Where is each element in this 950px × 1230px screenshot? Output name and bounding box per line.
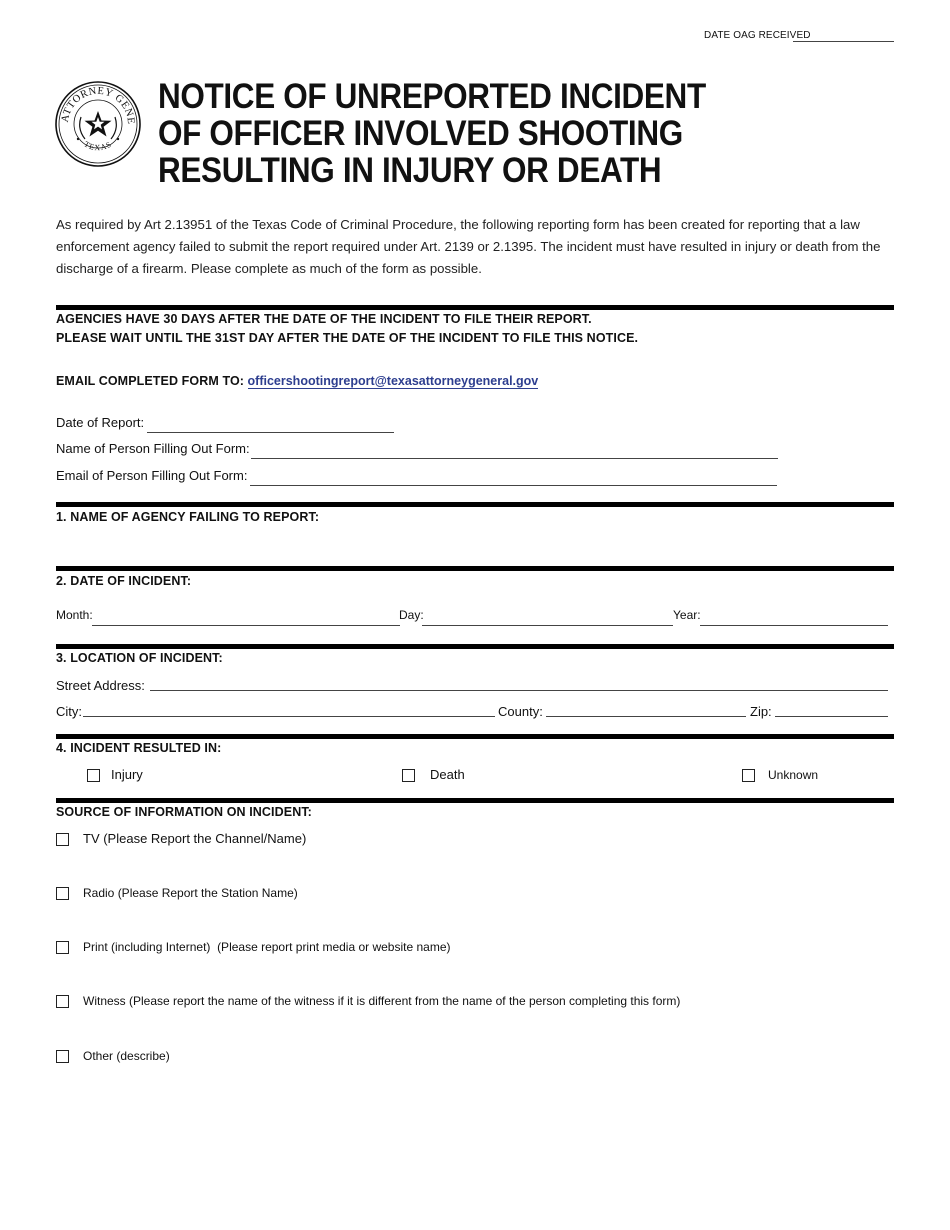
injury-checkbox[interactable]: [87, 769, 100, 782]
unknown-checkbox[interactable]: [742, 769, 755, 782]
source-tv-checkbox[interactable]: [56, 833, 69, 846]
source-witness-label: Witness (Please report the name of the witness if it is different from the name of the person completing this form): [83, 994, 681, 1008]
date-oag-field[interactable]: [793, 41, 894, 42]
section-location-title: 3. LOCATION OF INCIDENT:: [56, 651, 223, 665]
section-date-title: 2. DATE OF INCIDENT:: [56, 574, 192, 588]
agency-field[interactable]: [56, 530, 894, 562]
divider: [56, 798, 894, 803]
seal-top-text: ATTORNEY GENE: [59, 85, 137, 125]
reporter-email-label: Email of Person Filling Out Form:: [56, 468, 248, 483]
zip-label: Zip:: [750, 704, 772, 719]
divider: [56, 502, 894, 507]
divider: [56, 566, 894, 571]
name-field[interactable]: [251, 458, 778, 459]
street-field[interactable]: [150, 690, 888, 691]
death-label: Death: [430, 767, 465, 782]
intro-paragraph: As required by Art 2.13951 of the Texas Code of Criminal Procedure, the following reporting form has been created for reporting that a law enforcement agency failed to submit the report required under Art. 2139 or 2.1395. The incident must have resulted in injury or death from the discharge of a firearm. Please complete as much of the form as possible.: [56, 217, 881, 276]
date-of-report-label: Date of Report:: [56, 415, 145, 430]
source-radio-label: Radio (Please Report the Station Name): [83, 886, 298, 900]
date-oag-label: DATE OAG RECEIVED: [704, 30, 811, 41]
divider: [56, 305, 894, 310]
date-oag-received: [704, 30, 811, 41]
title-line: NOTICE OF UNREPORTED INCIDENT: [158, 77, 706, 116]
city-label: City:: [56, 704, 82, 719]
year-field[interactable]: [700, 625, 888, 626]
source-other-label: Other (describe): [83, 1049, 170, 1063]
zip-field[interactable]: [775, 716, 888, 717]
source-print-label: Print (including Internet) (Please report print media or website name): [83, 940, 451, 954]
day-field[interactable]: [422, 625, 673, 626]
attorney-general-seal: [55, 81, 141, 167]
street-label: Street Address:: [56, 678, 145, 693]
reporter-email-field[interactable]: [250, 485, 777, 486]
page-title: [158, 78, 767, 189]
section-source-title: SOURCE OF INFORMATION ON INCIDENT:: [56, 805, 312, 819]
source-tv-label: TV (Please Report the Channel/Name): [83, 831, 307, 846]
county-field[interactable]: [546, 716, 746, 717]
unknown-label: Unknown: [768, 768, 819, 782]
month-field[interactable]: [92, 625, 400, 626]
section-result-title: 4. INCIDENT RESULTED IN:: [56, 741, 222, 755]
source-witness-checkbox[interactable]: [56, 995, 69, 1008]
email-label: EMAIL COMPLETED FORM TO:: [56, 374, 245, 388]
injury-label: Injury: [111, 767, 143, 782]
county-label: County:: [498, 704, 543, 719]
notice-line-2: PLEASE WAIT UNTIL THE 31ST DAY AFTER THE DATE OF THE INCIDENT TO FILE THIS NOTICE.: [56, 331, 639, 345]
divider: [56, 734, 894, 739]
seal-bottom-text: TEXAS: [82, 139, 114, 153]
year-label: Year:: [673, 608, 701, 622]
date-of-report-field[interactable]: [147, 432, 394, 433]
death-checkbox[interactable]: [402, 769, 415, 782]
title-line: RESULTING IN INJURY OR DEATH: [158, 151, 662, 190]
section-agency-title: 1. NAME OF AGENCY FAILING TO REPORT:: [56, 510, 320, 524]
source-print-checkbox[interactable]: [56, 941, 69, 954]
email-link[interactable]: officershootingreport@texasattorneygeneral.gov: [247, 374, 539, 388]
source-radio-checkbox[interactable]: [56, 887, 69, 900]
title-line: OF OFFICER INVOLVED SHOOTING: [158, 114, 683, 153]
day-label: Day:: [399, 608, 424, 622]
city-field[interactable]: [83, 716, 495, 717]
source-other-checkbox[interactable]: [56, 1050, 69, 1063]
month-label: Month:: [56, 608, 93, 622]
name-label: Name of Person Filling Out Form:: [56, 441, 250, 456]
divider: [56, 644, 894, 649]
email-instruction: [56, 374, 538, 388]
notice-line-1: AGENCIES HAVE 30 DAYS AFTER THE DATE OF THE INCIDENT TO FILE THEIR REPORT.: [56, 312, 592, 326]
